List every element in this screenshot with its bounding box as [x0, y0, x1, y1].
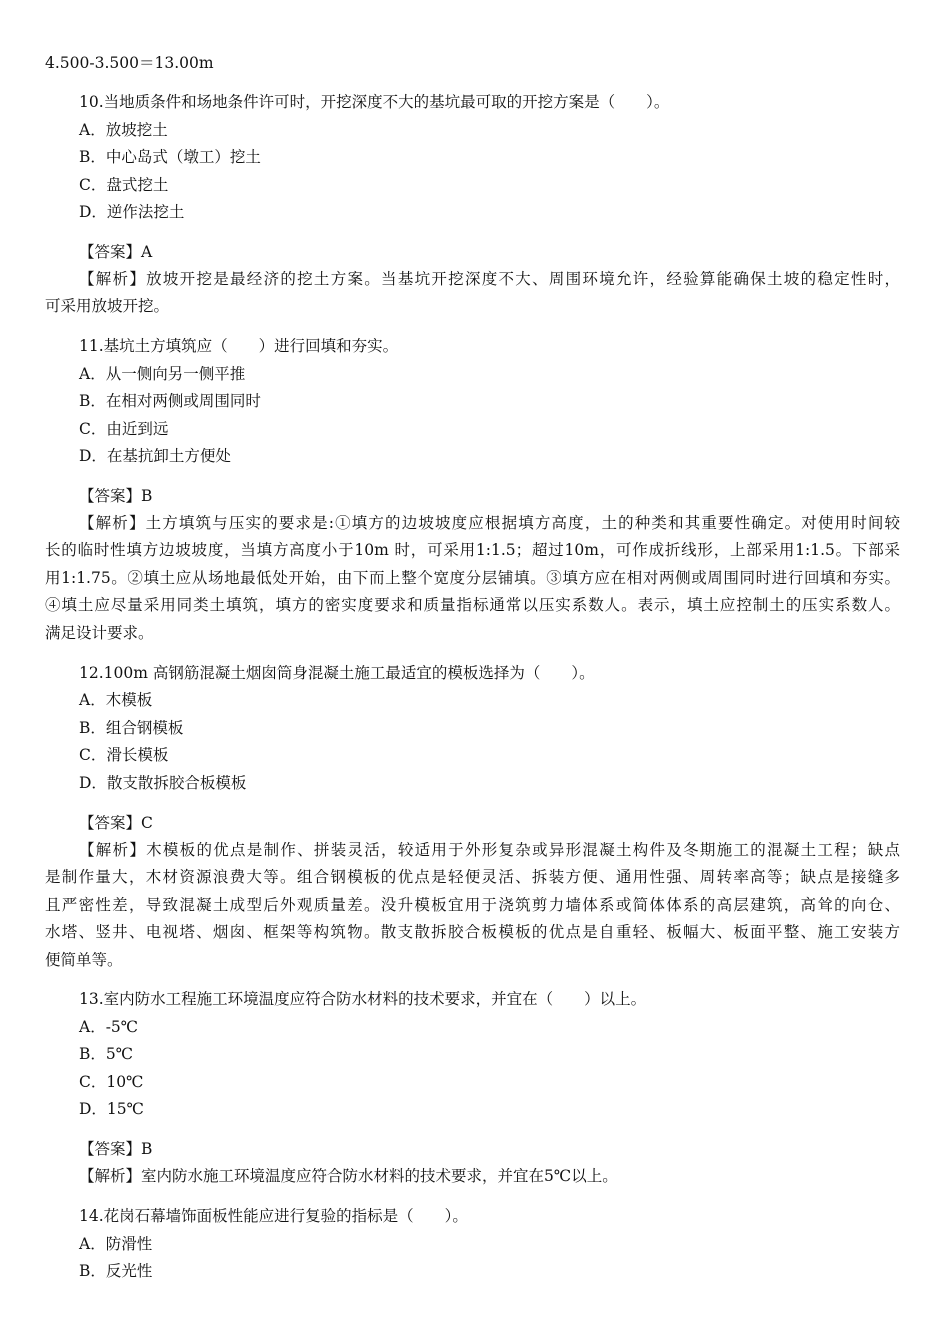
analysis-line: 水塔、竖井、电视塔、烟囱、框架等构筑物。散支散拆胶合板模板的优点是自重轻、板幅大、板面平整、施工安装方: [45, 923, 900, 941]
analysis-line: 【解析】室内防水施工环境温度应符合防水材料的技术要求，并宜在5℃以上。: [79, 1167, 618, 1185]
question-stem: 11.基坑土方填筑应（ ）进行回填和夯实。: [79, 337, 399, 355]
option-d: D．逆作法挖土: [79, 203, 185, 221]
answer-line: 【答案】C: [79, 814, 153, 832]
question-stem: 12.100m 高钢筋混凝土烟囱筒身混凝土施工最适宜的模板选择为（ ）。: [79, 664, 595, 682]
answer-line: 【答案】B: [79, 1140, 153, 1158]
analysis-line: 是制作量大，木材资源浪费大等。组合钢模板的优点是轻便灵活、拆装方便、通用性强、周转率高等；缺点是接缝多: [45, 868, 900, 886]
analysis-line: 【解析】放坡开挖是最经济的挖土方案。当基坑开挖深度不大、周围环境允许，经验算能确保土坡的稳定性时，: [79, 270, 900, 288]
option-b: B．5℃: [79, 1045, 134, 1063]
option-c: C．盘式挖土: [79, 176, 169, 194]
option-d: D．散支散拆胶合板模板: [79, 774, 247, 792]
option-d: D．在基抗卸土方便处: [79, 447, 231, 465]
option-a: A．-5℃: [79, 1018, 139, 1036]
analysis-line: 便简单等。: [45, 951, 123, 969]
analysis-line: 用1:1.75。②填土应从场地最低处开始，由下而上整个宽度分层铺填。③填方应在相对两侧或周围同时进行回填和夯实。: [45, 569, 900, 587]
question-stem: 13.室内防水工程施工环境温度应符合防水材料的技术要求，并宜在（ ）以上。: [79, 990, 647, 1008]
option-b: B．在相对两侧或周围同时: [79, 392, 261, 410]
option-c: C．10℃: [79, 1073, 144, 1091]
analysis-line: ④填土应尽量采用同类土填筑，填方的密实度要求和质量指标通常以压实系数人。表示，填土应控制土的压实系数人。: [45, 596, 900, 614]
option-b: B．中心岛式（墩工）挖土: [79, 148, 261, 166]
option-a: A．从一侧向另一侧平推: [79, 365, 246, 383]
question-stem: 10.当地质条件和场地条件许可时，开挖深度不大的基坑最可取的开挖方案是（ ）。: [79, 93, 670, 111]
option-a: A．木模板: [79, 691, 153, 709]
analysis-line: 可采用放坡开挖。: [45, 297, 170, 315]
option-c: C．由近到远: [79, 420, 169, 438]
analysis-line: 【解析】土方填筑与压实的要求是:①填方的边坡坡度应根据填方高度，土的种类和其重要性确定。对使用时间较: [79, 514, 900, 532]
calculation-line: 4.500-3.500＝13.00m: [45, 54, 214, 72]
option-a: A．防滑性: [79, 1235, 153, 1253]
analysis-line: 【解析】木模板的优点是制作、拼装灵活，较适用于外形复杂或异形混凝土构件及冬期施工的混凝土工程；缺点: [79, 841, 900, 859]
option-d: D．15℃: [79, 1100, 144, 1118]
analysis-line: 长的临时性填方边坡坡度，当填方高度小于10m 时，可采用1:1.5；超过10m，可作成折线形，上部采用1:1.5。下部采: [45, 541, 900, 559]
option-a: A．放坡挖土: [79, 121, 168, 139]
answer-line: 【答案】B: [79, 487, 153, 505]
answer-line: 【答案】A: [79, 243, 153, 261]
analysis-line: 满足设计要求。: [45, 624, 154, 642]
option-b: B．反光性: [79, 1262, 153, 1280]
question-stem: 14.花岗石幕墙饰面板性能应进行复验的指标是（ ）。: [79, 1207, 468, 1225]
option-c: C．滑长模板: [79, 746, 169, 764]
option-b: B．组合钢模板: [79, 719, 184, 737]
analysis-line: 且严密性差，导致混凝土成型后外观质量差。没升模板宜用于浇筑剪力墙体系或简体体系的高层建筑，高耸的向仓、: [45, 896, 900, 914]
